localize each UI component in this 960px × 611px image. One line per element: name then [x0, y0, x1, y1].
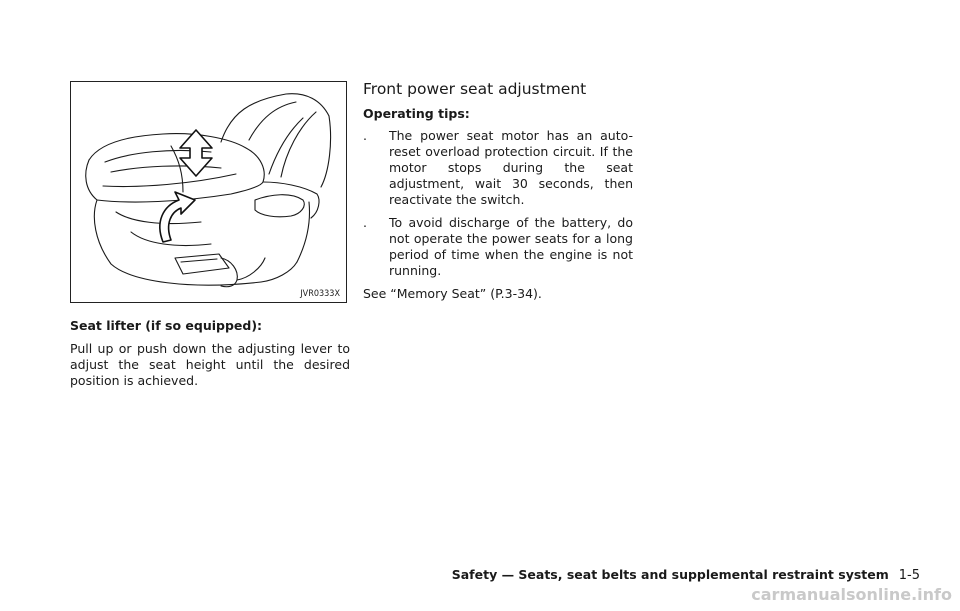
tip-item — [363, 215, 633, 279]
section-title: Front power seat adjustment — [363, 80, 587, 98]
bullet: . — [363, 128, 367, 143]
page-number: 1-5 — [898, 568, 920, 583]
see-also-reference: See “Memory Seat” (P.3-34). — [363, 286, 542, 301]
tip-text: The power seat motor has an auto-reset overload protection circuit. If the motor stops during the seat adjustment, wait 30 seconds, then reactivate the switch. — [389, 128, 633, 207]
tip-text: To avoid discharge of the battery, do not operate the power seats for a long period of time when the engine is not running. — [389, 215, 633, 278]
page-footer — [452, 567, 920, 583]
tip-item — [363, 128, 633, 208]
seat-lifter-illustration — [70, 81, 347, 303]
watermark: carmanualsonline.info — [751, 585, 952, 604]
seat-lifter-heading: Seat lifter (if so equipped): — [70, 318, 263, 333]
seat-lifter-section — [70, 318, 350, 389]
seat-drawing — [71, 82, 348, 304]
bullet: . — [363, 215, 367, 230]
footer-section-title: Safety — Seats, seat belts and supplemental restraint system — [451, 567, 889, 582]
seat-lifter-body: Pull up or push down the adjusting lever to adjust the seat height until the desired position is achieved. — [70, 341, 350, 388]
figure-code: JVR0333X — [300, 289, 340, 299]
operating-tips-heading: Operating tips: — [363, 106, 470, 121]
power-seat-section — [363, 80, 633, 302]
